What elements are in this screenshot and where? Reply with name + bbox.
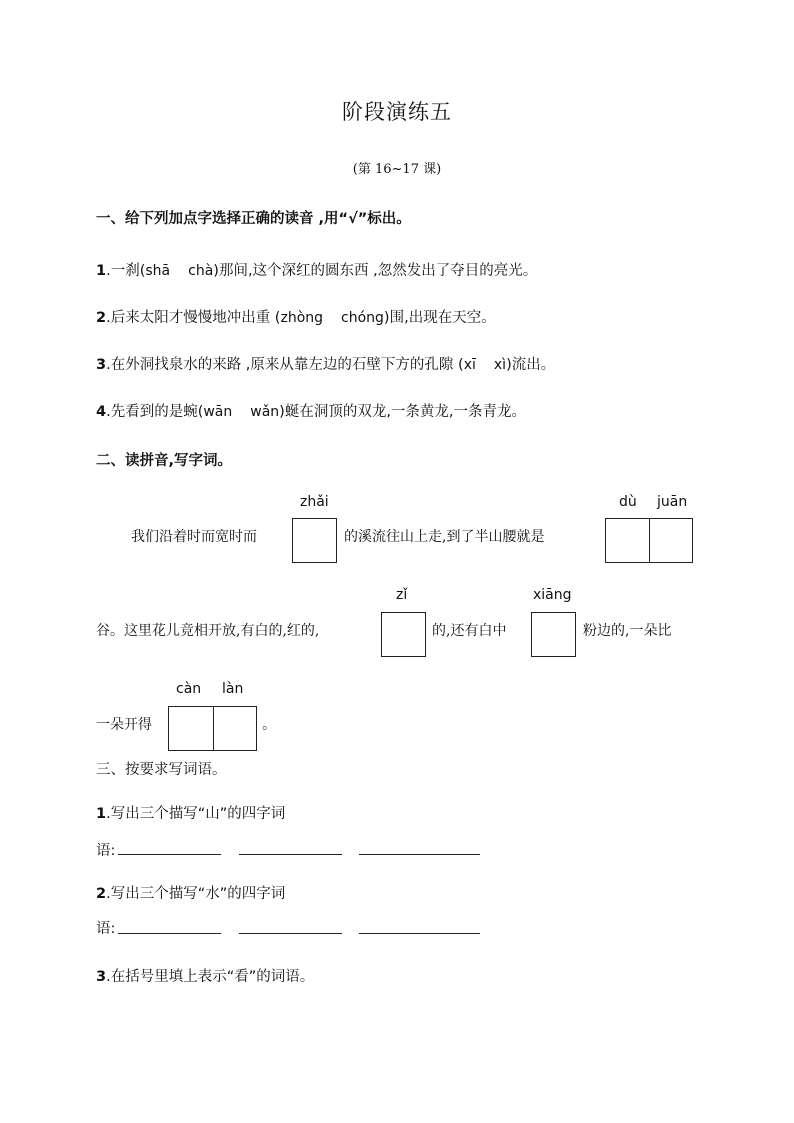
pinyin-zi: zǐ <box>396 587 408 603</box>
s1-question-1 <box>96 259 537 280</box>
s3-q2-blank-2[interactable] <box>239 933 342 934</box>
s3-q1-continuation: 语: <box>96 843 116 859</box>
s1-q4-after: )蜒在洞顶的双龙,一条黄龙,一条青龙。 <box>279 404 527 420</box>
s1-question-2 <box>96 306 496 327</box>
answer-box-zhai[interactable] <box>292 518 337 563</box>
s3-q3-text: .在括号里填上表示“看”的词语。 <box>106 969 315 985</box>
answer-box-dujuan[interactable] <box>605 518 693 563</box>
s3-q1-blank-1[interactable] <box>118 854 221 855</box>
section2-heading: 二、读拼音,写字词。 <box>96 453 233 469</box>
s1-q1-before: .一刹( <box>106 263 146 279</box>
s1-question-4 <box>96 400 526 421</box>
section3-heading <box>96 758 227 779</box>
s1-q2-option1[interactable]: zhòng <box>280 310 324 326</box>
pinyin-zhai: zhǎi <box>300 494 329 510</box>
s1-q3-before: .在外洞找泉水的来路 ,原来从靠左边的石壁下方的孔隙 ( <box>106 357 464 373</box>
s1-q1-after: )那间,这个深红的圆东西 ,忽然发出了夺目的亮光。 <box>213 263 538 279</box>
s1-q1-number: 1 <box>96 263 107 279</box>
s3-q1-blank-3[interactable] <box>359 854 480 855</box>
s2-line1-text2: 的溪流往山上走,到了半山腰就是 <box>344 529 545 545</box>
answer-box-xiang[interactable] <box>531 612 576 657</box>
page-title: 阶段演练五 <box>342 100 452 124</box>
answer-box-zi[interactable] <box>381 612 426 657</box>
pinyin-juan: juān <box>657 494 688 510</box>
pinyin-du: dù <box>619 494 637 510</box>
s1-q2-after: )围,出现在天空。 <box>383 310 496 326</box>
s2-line3-text1: 一朵开得 <box>96 717 152 733</box>
s1-q4-option2[interactable]: wǎn <box>250 404 280 420</box>
s2-line2-text2: 的,还有白中 <box>432 623 507 639</box>
s1-q2-before: .后来太阳才慢慢地冲出重 ( <box>106 310 281 326</box>
s1-q4-option1[interactable]: wān <box>203 404 233 420</box>
s3-q2-text: .写出三个描写“水”的四字词 <box>106 886 286 902</box>
s1-q3-option2[interactable]: xì <box>493 357 507 373</box>
s1-q1-option2[interactable]: chà <box>188 263 214 279</box>
section1-heading: 一、给下列加点字选择正确的读音 ,用“√”标出。 <box>96 211 411 227</box>
s3-q1-text: .写出三个描写“山”的四字词 <box>106 806 286 822</box>
s3-question-3 <box>96 965 314 986</box>
s2-line3-text2: 。 <box>262 717 276 733</box>
s1-q4-number: 4 <box>96 404 107 420</box>
s2-line1-text1: 我们沿着时而宽时而 <box>131 529 257 545</box>
pinyin-xiang: xiāng <box>533 587 572 603</box>
s2-line2-text3: 粉边的,一朵比 <box>583 623 672 639</box>
s1-q3-after: )流出。 <box>506 357 556 373</box>
s3-q2-blank-3[interactable] <box>359 933 480 934</box>
s1-q4-before: .先看到的是蜿( <box>106 404 204 420</box>
s3-q3-number: 3 <box>96 969 107 985</box>
s3-q2-number: 2 <box>96 886 107 902</box>
s3-q1-blank-2[interactable] <box>239 854 342 855</box>
s1-q1-option1[interactable]: shā <box>145 263 171 279</box>
pinyin-can: càn <box>176 681 202 697</box>
answer-box-canlan[interactable] <box>168 706 257 751</box>
s1-question-3 <box>96 353 555 374</box>
s3-q2-blank-1[interactable] <box>118 933 221 934</box>
s1-q2-option2[interactable]: chóng <box>341 310 384 326</box>
s1-q3-option1[interactable]: xī <box>463 357 476 373</box>
s1-q3-number: 3 <box>96 357 107 373</box>
s1-q2-number: 2 <box>96 310 107 326</box>
s3-question-1 <box>96 802 285 823</box>
s3-q2-continuation: 语: <box>96 921 116 937</box>
s2-line2-text1: 谷。这里花儿竞相开放,有白的,红的, <box>96 623 320 639</box>
pinyin-lan: làn <box>222 681 244 697</box>
s3-q1-number: 1 <box>96 806 107 822</box>
page-subtitle: (第 16~17 课) <box>352 162 442 177</box>
section3-heading-text: 三、按要求写词语。 <box>96 762 227 778</box>
s3-question-2 <box>96 882 285 903</box>
